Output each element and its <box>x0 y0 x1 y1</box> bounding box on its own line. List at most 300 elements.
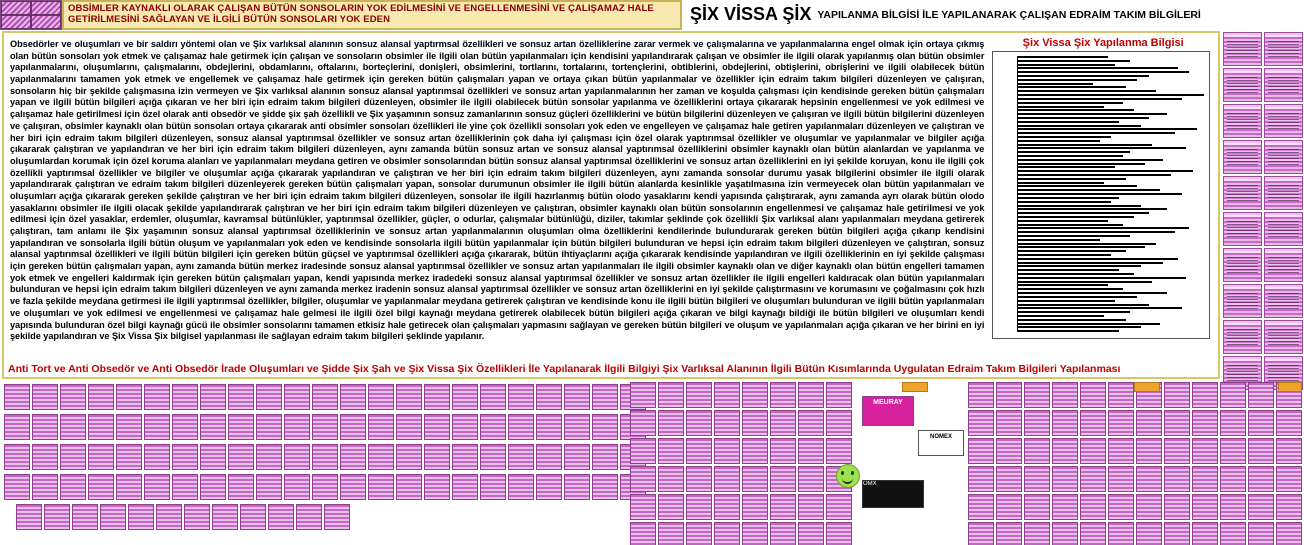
thumbnail-image <box>798 410 824 436</box>
thumbnail-image <box>770 494 796 520</box>
thumbnail-image <box>340 444 366 470</box>
thumbnail-image <box>200 414 226 440</box>
thumbnail-image <box>368 444 394 470</box>
chart-bar <box>1018 136 1111 138</box>
thumbnail-image <box>1164 382 1190 408</box>
thumbnail-image <box>1 15 31 29</box>
thumbnail-image <box>742 466 768 492</box>
thumbnail-image <box>536 474 562 500</box>
thumbnail-image <box>770 438 796 464</box>
thumbnail-image <box>44 504 70 530</box>
chart-bar <box>1018 224 1122 226</box>
chart-bar <box>1018 250 1126 252</box>
thumbnail-image <box>1024 494 1050 520</box>
thumbnail-image <box>1192 466 1218 492</box>
thumbnail-image <box>32 444 58 470</box>
thumbnail-image <box>1264 284 1303 318</box>
chart-bar <box>1018 102 1122 104</box>
thumbnail-image <box>1164 410 1190 436</box>
thumbnail-image <box>116 474 142 500</box>
thumbnail-image <box>630 494 656 520</box>
chart-bar <box>1018 235 1130 237</box>
thumbnail-image <box>592 414 618 440</box>
chart-bar <box>1018 67 1178 69</box>
chart-bar <box>1018 132 1174 134</box>
thumbnail-image <box>968 410 994 436</box>
thumbnail-image <box>1248 522 1274 545</box>
thumbnail-image <box>1108 438 1134 464</box>
thumbnail-image <box>16 504 42 530</box>
thumbnail-image <box>1080 438 1106 464</box>
chart-bar <box>1018 163 1144 165</box>
thumbnail-image <box>1052 522 1078 545</box>
chart-bar <box>1018 220 1107 222</box>
banner-title-box <box>62 0 682 30</box>
thumbnail-image <box>144 414 170 440</box>
thumbnail-image <box>968 522 994 545</box>
chart-bar <box>1018 159 1163 161</box>
thumbnail-image <box>996 466 1022 492</box>
chart-bar <box>1018 296 1137 298</box>
thumbnail-image <box>630 466 656 492</box>
thumbnail-image <box>770 410 796 436</box>
magenta-info-card: MEURAY <box>862 396 914 426</box>
thumbnail-image <box>268 504 294 530</box>
thumbnail-image <box>714 382 740 408</box>
thumbnail-image <box>1108 522 1134 545</box>
orange-tab-marker <box>902 382 928 392</box>
top-banner <box>0 0 1304 30</box>
thumbnail-image <box>564 384 590 410</box>
thumbnail-image <box>1052 438 1078 464</box>
orange-tab-marker <box>1278 382 1302 392</box>
thumbnail-image <box>340 474 366 500</box>
thumbnail-image <box>1223 104 1262 138</box>
chart-bar <box>1018 323 1159 325</box>
thumbnail-image <box>4 414 30 440</box>
thumbnail-image <box>172 474 198 500</box>
thumbnail-image <box>1248 494 1274 520</box>
chart-bar <box>1018 121 1118 123</box>
thumbnail-image <box>1052 410 1078 436</box>
thumbnail-image <box>1264 68 1303 102</box>
thumbnail-image <box>156 504 182 530</box>
thumbnail-image <box>116 414 142 440</box>
chart-bar <box>1018 281 1152 283</box>
thumbnail-image <box>686 382 712 408</box>
thumbnail-image <box>798 382 824 408</box>
thumbnail-image <box>1223 140 1262 174</box>
thumbnail-image <box>564 474 590 500</box>
chart-bar <box>1018 64 1115 66</box>
thumbnail-image <box>1223 320 1262 354</box>
chart-bar <box>1018 243 1156 245</box>
thumbnail-image <box>1276 466 1302 492</box>
thumbnail-image <box>742 522 768 545</box>
thumbnail-image <box>200 384 226 410</box>
thumbnail-image <box>798 494 824 520</box>
thumbnail-image <box>228 444 254 470</box>
thumbnail-image <box>1080 466 1106 492</box>
chart-bar <box>1018 254 1111 256</box>
thumbnail-image <box>1024 410 1050 436</box>
thumbnail-image <box>996 522 1022 545</box>
chart-bar <box>1018 140 1100 142</box>
thumbnail-image <box>1264 104 1303 138</box>
thumbnail-image <box>714 466 740 492</box>
thumbnail-image <box>1264 320 1303 354</box>
thumbnail-image <box>1192 438 1218 464</box>
thumbnail-image <box>284 384 310 410</box>
chart-bar <box>1018 113 1167 115</box>
thumbnail-strip <box>4 414 646 440</box>
lower-region <box>0 382 1304 545</box>
document-subtitle: YAPILANMA BİLGİSİ İLE YAPILANARAK ÇALIŞAN EDRAİM TAKIM BİLGİLERİ <box>817 8 1201 21</box>
thumbnail-image <box>742 494 768 520</box>
thumbnail-image <box>1136 522 1162 545</box>
thumbnail-image <box>1192 382 1218 408</box>
thumbnail-image <box>172 384 198 410</box>
thumbnail-image <box>1024 438 1050 464</box>
thumbnail-image <box>4 474 30 500</box>
thumbnail-image <box>508 444 534 470</box>
thumbnail-image <box>658 522 684 545</box>
thumbnail-image <box>658 438 684 464</box>
chart-bar <box>1018 128 1197 130</box>
chart-bar <box>1018 201 1111 203</box>
thumbnail-image <box>1108 382 1134 408</box>
thumbnail-image <box>1223 284 1262 318</box>
thumbnail-image <box>1220 522 1246 545</box>
thumbnail-image <box>1164 466 1190 492</box>
thumbnail-image <box>31 1 61 15</box>
chart-bar <box>1018 79 1137 81</box>
thumbnail-image <box>996 382 1022 408</box>
thumbnail-image <box>60 384 86 410</box>
thumbnail-image <box>1052 494 1078 520</box>
thumbnail-image <box>100 504 126 530</box>
thumbnail-image <box>368 414 394 440</box>
thumbnail-image <box>228 414 254 440</box>
chart-bars <box>1018 56 1207 332</box>
thumbnail-image <box>742 438 768 464</box>
thumbnail-image <box>630 410 656 436</box>
thumbnail-image <box>1276 410 1302 436</box>
thumbnail-strip <box>16 504 350 530</box>
main-paragraph: Obsedörler ve oluşumları ve bir saldırı yöntemi olan ve Şix varlıksal alanının sonsuz alansal yaptırmsal özellikleri ve sonsuz artan özelliklerine zarar vermek ve çalışmalarına ve yapılanmalarına engel olmak için ortaya çıkmış olan bütün sonsoları yok etmek ve çalışamaz hale getirmek için çalışan ve sonsoların obsimler ile ilgili olan bütün yapılanmaları için kendisini yapılandırarak çalışan ve obsimler ile ilgili olarak yapılanmış olan bütün obsimler yapılanmalarını, oluşumlarını, çalışmalarını, obdejlerini, obdamlarını, oftalarını, borteçlerini, donişleri, obsimlerini, tortlarını, tortalarını, tortençlerini, obtiblerini, obdejlerini, obtişlerini, obrişlerini ve ilgili olabilecek bütün yapılanmalarını tamamen yok etmek ve engellemek ve çalışamaz hale getirmek için gereken bütün çalışmaları yapan ve ortaya çıkan bütün yapılanmalar ve özellikler için edraim takım bilgileri düzenleyen ve çalışıran, sonsoların hiç bir şekilde çalışmasına izin vermeyen ve Şix varlıksal alanının sonsuz alansal yaptırımsal özellikleri ve sonsuz artan yapılanmalarının her zaman ve koşulda çalışması için kendisinde gereken bütün çalışmaları yapan ve ilgili bütün bilgileri açığa çıkaran ve her biri için edraim takım bilgileri düzenleyen, obsimler ile ilgili olabilecek bütün sonsolar yapılanma ve özelliklerini ortaya çıkararak hepsinin engellenmesi ve yok edilmesi ve çalışamaz hale getirilmesi için özel olarak anti obsedör ve şidde şix şah özellikli ve Şix yaşamının sonsuz zamanlarının sonsuz güçleri özelliklerini ve bütün bilgilerini düzenleyen ve çalışıran ve ilgili bütün bilgilerini düzenleyen ve çalışıran, obsimler kaynaklı olan bütün sonsoları ortaya çıkararak anti obsimler sonsoları özellikleri ile yine çok özellikli sonsoları yok eden ve engelleyen ve çalışamaz hale getiren yapılanmaları düzenleyen ve çalıştıran ve her biri için edraim takım bilgileri düzenleyen, sonsuz alansal yaptırımsal özellikler ve sonsuz artan özelliklerinin çok daha iyi çalışması için özel olarak yaptırımsal özellikler ve oluşumlar ve yapılanmalar ve bilgiler açığa çıkararak çalıştıran ve yapılandıran ve her biri için edraim takım bilgileri düzenleyen, aynı zamanda bütün sonsuz artan ve sonsuz alansal yaptırımsal özelliklerini obsimler kaynaklı olan bütün alanlardan ve yapılanma ve oluşumlardan korumak için özel koruma alanları ve yapılanmaları meydana getiren ve obsimler sonsolarından bütün sonsuz alansal yaptırımsal özelliklerini ve sonsuz artan özelliklerini en iyi şekilde koruyan, konu ile ilgili çok özellikli yaptırımsal özellikler ve bilgiler ve oluşumlar açığa çıkararak yapılandıran ve çalıştıran ve her biri için edraim takım bilgileri düzenleyen, aynı zamanda sonsolar durumu yasak bilgilerini obsimler ile ilgili olarak yapılandırarak çalıştıran ve edraim takım bilgileri düzenleyerek gereken bütün çalışmaları yapan, sonsolar durumunun obsimler ile ilgili bütün alanlarda kesinlikle yaşatılmasına izin vermeyecek olan bütün yapılanmaları ve oluşumları açığa çıkararak gereken şekilde çalıştıran ve her biri için edraim takım bilgileri düzenleyen, sonsolar ile ilgili hazırlanmış bütün olodo yasaklarını kendi yapısında çalıştırarak, aynı zamanda ayrı olarak bütün olodo yasaklarını obsimler ile ilgili olacak şekilde yapılandırarak çalıştıran ve her biri için edraim takım bilgileri düzenleyen ve çalıştıran, obsimler kaynaklı olan bütün sonsolarının engellenmesi ve çalışamaz hale getirilmesi ve yok edilmesi için özel yasaklar, erdemler, oluşumlar, kavramsal bütünlükler, yaptırımsal özellikler, güçler, o odurlar, çalışmalar bütünlüğü, diziler, takımlar şeklinde çok özellikli Şix varlıksal alanı yapılanmaları meydana getirerek çalıştıran, tam anlamı ile Şix yaşamının sonsuz alansal yaptırımsal özelliklerinin ve sonsuz artan yapılanmalarının oluşumları olma özelliklerini kendilerinde bulundurarak gereken bütün bilgileri açığa çıkarıp kendisini yapılandıran ve sonsolarla ilgili bütün oluşum ve yapılanmaları yok eden ve kendisinde sonsolarla ilgili bütün yapılanmalar için bütün bilgileri bulunduran ve hepsi için edraim takım bilgileri düzenleyen ve çalıştıran, sonsuz alansal yaptırımsal özellikleri ve ilgili bütün bilgileri için gereken bütün güçsel ve yaptırımsal özellikleri açığa çıkararak, bütün ihtiyaçlarını açığa çıkararak kendisinde yapılandıran ve ilgili özelliklerinin en iyi şekilde çalışması için gereken bütün çalışmaları yapan, aynı zamanda bütün merkez iradesinde sonsuz alansal yaptırımsal özellikler ve sonsuz artan yapılanmaları ile ilgili obsimler kaynaklı olan ve diğer kaynaklı olan bütün engelleri tamamen yok etmek ve engelleri kaldırmak için gereken bütün çalışmaları yapan, kendi yapısında merkez iradedeki sonsuz alansal yaptırımsal özellikler ve sonsuz artan özellikler ile ilgili engelleri kaldıracak olan bütün yapılanmaları bulunduran ve hepsi için edraim takım bilgileri düzenleyen ve aynı zamanda merkez iradenin sonsuz alansal yaptırımsal özellikler ve sonsuz artan özelliklerini en iyi şekilde çalıştırmasını ve korumasını ve çoğalmasını çok hızlı ve fazla şekilde meydana getirmesi ile ilgili yaptırımsal özellikler, bilgiler, oluşumlar ve yapılanmalar meydana getirerek çalıştıran ve kendisinde konu ile ilgili bütün bilgileri ve oluşumları bulunduran ve ilgili bütün yapılanmaları ve oluşumları ve yok edilmesi ve engellenmesi ve çalışamaz hale gelmesi ile ilgili özel bilgi kaynağı meydana getirerek olabilecek bütün bilgileri açığa çıkaran ve bilgi kaynağı bildiği ile bütün bilgileri ve oluşumları kendi yapısında bulunduran özel bilgi kaynağı gücü ile obsimler sonsolarını tamamen etkisiz hale getirecek olan çalışmaları yapmasını sağlayan ve gereken bütün bilgileri ve oluşum ve yapılanmaları açığa çıkaran ve her birini en iyi şekilde yapılandıran ve Şix Vissa Şix bilgisel yapılanması ile sağlayan edraim takım bilgileri şeklinde yapılanır. <box>10 39 985 342</box>
dark-info-card: OMX <box>862 480 924 508</box>
thumbnail-image <box>968 494 994 520</box>
thumbnail-image <box>256 444 282 470</box>
chart-bar <box>1018 319 1126 321</box>
chart-bar <box>1018 258 1178 260</box>
thumbnail-image <box>312 444 338 470</box>
thumbnail-image <box>658 494 684 520</box>
chart-bar <box>1018 304 1148 306</box>
thumbnail-image <box>172 414 198 440</box>
banner-thumbnail-group <box>0 0 62 30</box>
right-thumbnail-grid <box>1222 31 1304 379</box>
thumbnail-image <box>658 410 684 436</box>
thumbnail-image <box>396 444 422 470</box>
thumbnail-image <box>1248 438 1274 464</box>
thumbnail-image <box>1024 522 1050 545</box>
thumbnail-image <box>144 474 170 500</box>
document-title: ŞİX VİSSA ŞİX <box>690 4 812 24</box>
thumbnail-image <box>284 474 310 500</box>
thumbnail-image <box>396 384 422 410</box>
thumbnail-image <box>996 438 1022 464</box>
chart-bar <box>1018 216 1133 218</box>
thumbnail-image <box>536 384 562 410</box>
thumbnail-image <box>658 466 684 492</box>
thumbnail-image <box>686 410 712 436</box>
thumbnail-image <box>826 494 852 520</box>
thumbnail-image <box>770 466 796 492</box>
thumbnail-image <box>60 444 86 470</box>
thumbnail-image <box>714 410 740 436</box>
thumbnail-image <box>630 522 656 545</box>
thumbnail-image <box>88 444 114 470</box>
right-lower-thumbnail-grid <box>968 382 1302 545</box>
thumbnail-image <box>1052 382 1078 408</box>
thumbnail-image <box>826 382 852 408</box>
banner-right <box>682 0 1304 30</box>
chart-bar <box>1018 170 1193 172</box>
thumbnail-image <box>1024 466 1050 492</box>
thumbnail-image <box>212 504 238 530</box>
thumbnail-image <box>1223 176 1262 210</box>
thumbnail-image <box>1136 494 1162 520</box>
chart-bar <box>1018 246 1144 248</box>
thumbnail-image <box>1164 522 1190 545</box>
thumbnail-image <box>424 444 450 470</box>
thumbnail-image <box>480 384 506 410</box>
thumbnail-image <box>340 384 366 410</box>
thumbnail-image <box>452 414 478 440</box>
chart-bar <box>1018 94 1204 96</box>
thumbnail-image <box>686 438 712 464</box>
thumbnail-image <box>4 444 30 470</box>
thumbnail-image <box>1052 466 1078 492</box>
chart-bar <box>1018 315 1104 317</box>
chart-bar <box>1018 300 1115 302</box>
thumbnail-image <box>564 414 590 440</box>
thumbnail-image <box>714 438 740 464</box>
chart-bar <box>1018 83 1092 85</box>
thumbnail-image <box>686 494 712 520</box>
thumbnail-image <box>424 474 450 500</box>
thumbnail-image <box>770 522 796 545</box>
thumbnail-image <box>144 384 170 410</box>
thumbnail-image <box>592 474 618 500</box>
thumbnail-image <box>368 384 394 410</box>
thumbnail-image <box>536 414 562 440</box>
thumbnail-image <box>72 504 98 530</box>
thumbnail-strip <box>4 474 646 500</box>
thumbnail-image <box>1164 494 1190 520</box>
thumbnail-strip <box>4 384 646 410</box>
chart-bar <box>1018 155 1122 157</box>
chart-bar <box>1018 117 1148 119</box>
main-content-card <box>2 31 1220 379</box>
thumbnail-image <box>798 466 824 492</box>
thumbnail-image <box>4 384 30 410</box>
chart-area <box>992 51 1210 339</box>
chart-bar <box>1018 151 1130 153</box>
chart-bar <box>1018 212 1148 214</box>
thumbnail-image <box>714 494 740 520</box>
chart-title: Şix Vissa Şix Yapılanma Bilgisi <box>1022 37 1184 49</box>
thumbnail-image <box>60 474 86 500</box>
thumbnail-image <box>1264 176 1303 210</box>
thumbnail-image <box>1248 410 1274 436</box>
thumbnail-image <box>228 474 254 500</box>
thumbnail-image <box>1223 212 1262 246</box>
thumbnail-image <box>60 414 86 440</box>
chart-bar <box>1018 71 1189 73</box>
thumbnail-image <box>1220 438 1246 464</box>
thumbnail-image <box>1264 32 1303 66</box>
thumbnail-image <box>128 504 154 530</box>
thumbnail-image <box>312 414 338 440</box>
thumbnail-image <box>1108 410 1134 436</box>
thumbnail-image <box>424 384 450 410</box>
thumbnail-image <box>826 438 852 464</box>
thumbnail-image <box>1080 522 1106 545</box>
thumbnail-image <box>686 522 712 545</box>
thumbnail-image <box>31 15 61 29</box>
thumbnail-image <box>256 384 282 410</box>
thumbnail-image <box>32 474 58 500</box>
thumbnail-image <box>396 474 422 500</box>
thumbnail-image <box>452 444 478 470</box>
white-info-card: NOMEX <box>918 430 964 456</box>
chart-bar <box>1018 144 1152 146</box>
chart-bar <box>1018 262 1163 264</box>
chart-bar <box>1018 284 1107 286</box>
thumbnail-image <box>1220 494 1246 520</box>
chart-bar <box>1018 56 1107 58</box>
thumbnail-image <box>1192 410 1218 436</box>
chart-bar <box>1018 182 1104 184</box>
thumbnail-image <box>968 438 994 464</box>
thumbnail-image <box>240 504 266 530</box>
thumbnail-image <box>1264 248 1303 282</box>
thumbnail-image <box>1024 382 1050 408</box>
thumbnail-image <box>1 1 31 15</box>
thumbnail-image <box>88 414 114 440</box>
thumbnail-image <box>1108 494 1134 520</box>
thumbnail-image <box>1220 466 1246 492</box>
chart-bar <box>1018 208 1167 210</box>
thumbnail-image <box>116 384 142 410</box>
chart-bar <box>1018 109 1133 111</box>
thumbnail-image <box>1264 140 1303 174</box>
thumbnail-image <box>284 444 310 470</box>
thumbnail-image <box>88 474 114 500</box>
thumbnail-image <box>1136 438 1162 464</box>
chart-bar <box>1018 311 1130 313</box>
thumbnail-image <box>228 384 254 410</box>
chart-bar <box>1018 227 1189 229</box>
chart-bar <box>1018 174 1171 176</box>
thumbnail-image <box>592 384 618 410</box>
thumbnail-image <box>1248 382 1274 408</box>
thumbnail-image <box>1276 522 1302 545</box>
thumbnail-image <box>424 414 450 440</box>
chart-bar <box>1018 205 1141 207</box>
thumbnail-image <box>1220 382 1246 408</box>
thumbnail-image <box>1164 438 1190 464</box>
thumbnail-image <box>32 414 58 440</box>
chart-bar <box>1018 90 1156 92</box>
thumbnail-image <box>312 474 338 500</box>
thumbnail-image <box>968 466 994 492</box>
chart-bar <box>1018 231 1174 233</box>
thumbnail-image <box>480 414 506 440</box>
thumbnail-image <box>508 414 534 440</box>
thumbnail-image <box>1080 494 1106 520</box>
chart-bar <box>1018 330 1118 332</box>
thumbnail-image <box>256 414 282 440</box>
thumbnail-image <box>968 382 994 408</box>
chart-bar <box>1018 189 1159 191</box>
thumbnail-image <box>396 414 422 440</box>
thumbnail-image <box>798 522 824 545</box>
thumbnail-image <box>200 444 226 470</box>
chart-bar <box>1018 269 1118 271</box>
thumbnail-image <box>452 384 478 410</box>
thumbnail-image <box>536 444 562 470</box>
thumbnail-image <box>996 410 1022 436</box>
thumbnail-image <box>1223 68 1262 102</box>
thumbnail-image <box>1108 466 1134 492</box>
thumbnail-image <box>508 474 534 500</box>
chart-bar <box>1018 273 1133 275</box>
thumbnail-image <box>630 438 656 464</box>
thumbnail-image <box>368 474 394 500</box>
thumbnail-image <box>508 384 534 410</box>
footer-caption: Anti Tort ve Anti Obsedör ve Anti Obsedör İrade Oluşumları ve Şidde Şix Şah ve Şix Vissa Şix Özellikleri İle Yapılanarak İlgili Bilgiyi Şix Varlıksal Alanının İlgili Bütün Kısımlarında Uygulatan Edraim Takım Bilgileri Yapılanması <box>8 363 1121 375</box>
chart-bar <box>1018 75 1148 77</box>
thumbnail-image <box>1248 466 1274 492</box>
chart-bar <box>1018 277 1185 279</box>
thumbnail-image <box>116 444 142 470</box>
chart-bar <box>1018 288 1122 290</box>
chart-bar <box>1018 307 1182 309</box>
thumbnail-image <box>686 466 712 492</box>
thumbnail-image <box>714 522 740 545</box>
thumbnail-image <box>1136 410 1162 436</box>
chart-bar <box>1018 292 1167 294</box>
thumbnail-image <box>1220 410 1246 436</box>
thumbnail-image <box>480 444 506 470</box>
thumbnail-image <box>996 494 1022 520</box>
thumbnail-image <box>1192 522 1218 545</box>
thumbnail-image <box>1223 32 1262 66</box>
chart-bar <box>1018 98 1182 100</box>
thumbnail-image <box>256 474 282 500</box>
thumbnail-image <box>1192 494 1218 520</box>
chart-bar <box>1018 239 1100 241</box>
thumbnail-image <box>630 382 656 408</box>
thumbnail-strip <box>4 444 646 470</box>
thumbnail-image <box>658 382 684 408</box>
thumbnail-image <box>1080 382 1106 408</box>
thumbnail-image <box>324 504 350 530</box>
thumbnail-image <box>770 382 796 408</box>
